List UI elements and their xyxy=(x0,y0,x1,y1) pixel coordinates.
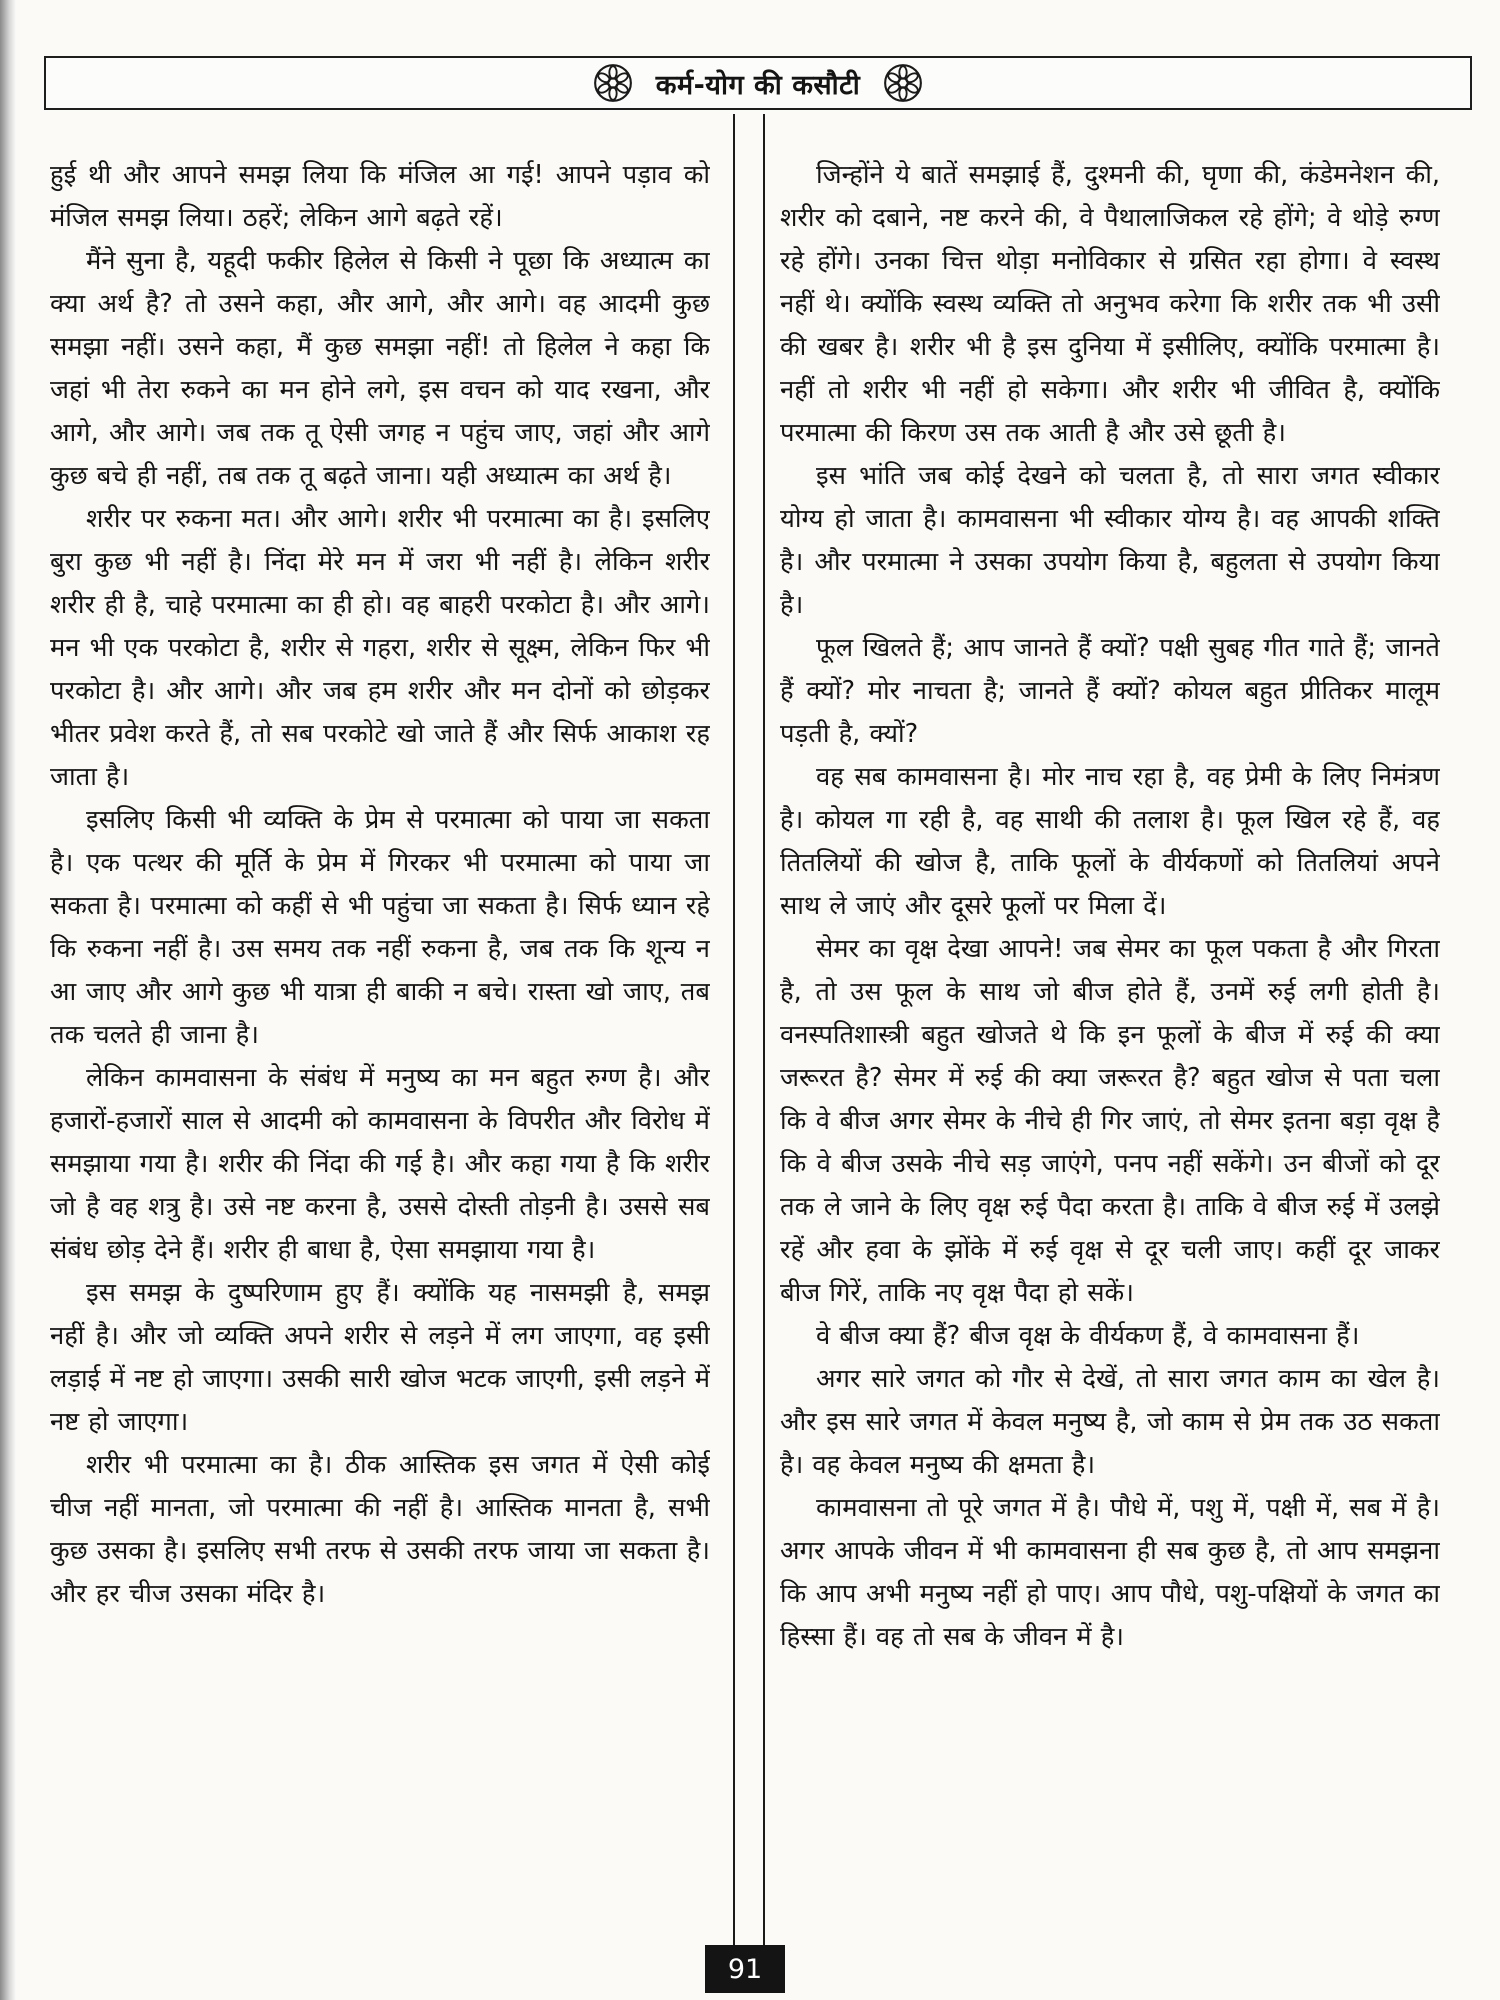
paragraph: फूल खिलते हैं; आप जानते हैं क्यों? पक्षी सुबह गीत गाते हैं; जानते हैं क्यों? मोर नाचता है; जानते हैं क्यों? कोयल बहुत प्रीतिकर मालूम पड़ती है, क्यों? xyxy=(780,633,1440,749)
page-number-label: 91 xyxy=(727,1953,763,1985)
paragraph: इस समझ के दुष्परिणाम हुए हैं। क्योंकि यह नासमझी है, समझ नहीं है। और जो व्यक्ति अपने शरीर से लड़ने में लग जाएगा, वह इसी लड़ाई में नष्ट हो जाएगा। उसकी सारी खोज भटक जाएगी, इसी लड़ने में नष्ट हो जाएगा। xyxy=(50,1278,710,1437)
paragraph: शरीर भी परमात्मा का है। ठीक आस्तिक इस जगत में ऐसी कोई चीज नहीं मानता, जो परमात्मा की नहीं है। आस्तिक मानता है, सभी कुछ उसका है। इसलिए सभी तरफ से उसकी तरफ जाया जा सकता है। और हर चीज उसका मंदिर है। xyxy=(50,1450,710,1609)
paragraph: वे बीज क्या हैं? बीज वृक्ष के वीर्यकण हैं, वे कामवासना हैं। xyxy=(816,1321,1360,1351)
flower-ornament-icon xyxy=(882,62,924,104)
right-column xyxy=(780,154,1440,1874)
paragraph: सेमर का वृक्ष देखा आपने! जब सेमर का फूल पकता है और गिरता है, तो उस फूल के साथ जो बीज होते हैं, उनमें रुई लगी होती है। वनस्पतिशास्त्री बहुत खोजते थे कि इन फूलों के बीज में रुई की क्या जरूरत है? सेमर में रुई की क्या जरूरत है? बहुत खोज से पता चला कि वे बीज अगर सेमर के नीचे ही गिर जाएं, तो सेमर इतना बड़ा वृक्ष है कि वे बीज उसके नीचे सड़ जाएंगे, पनप नहीं सकेंगे। उन बीजों को दूर तक ले जाने के लिए वृक्ष रुई पैदा करता है। ताकि वे बीज रुई में उलझे रहें और हवा के झोंके में रुई वृक्ष से दूर चली जाए। कहीं दूर जाकर बीज गिरें, ताकि नए वृक्ष पैदा हो सकें। xyxy=(780,934,1440,1308)
paragraph: लेकिन कामवासना के संबंध में मनुष्य का मन बहुत रुग्ण है। और हजारों-हजारों साल से आदमी को कामवासना के विपरीत और विरोध में समझाया गया है। शरीर की निंदा की गई है। और कहा गया है कि शरीर जो है वह शत्रु है। उसे नष्ट करना है, उससे दोस्ती तोड़नी है। उससे सब संबंध छोड़ देने हैं। शरीर ही बाधा है, ऐसा समझाया गया है। xyxy=(50,1063,710,1265)
book-spine-shadow xyxy=(0,0,16,2000)
paragraph: शरीर पर रुकना मत। और आगे। शरीर भी परमात्मा का है। इसलिए बुरा कुछ भी नहीं है। निंदा मेरे मन में जरा भी नहीं है। लेकिन शरीर शरीर ही है, चाहे परमात्मा का ही हो। वह बाहरी परकोटा है। और आगे। मन भी एक परकोटा है, शरीर से गहरा, शरीर से सूक्ष्म, लेकिन फिर भी परकोटा है। और आगे। और जब हम शरीर और मन दोनों को छोड़कर भीतर प्रवेश करते हैं, तो सब परकोटे खो जाते हैं और सिर्फ आकाश रह जाता है। xyxy=(50,504,710,792)
flower-ornament-icon xyxy=(592,62,634,104)
paragraph: जिन्होंने ये बातें समझाई हैं, दुश्मनी की, घृणा की, कंडेमनेशन की, शरीर को दबाने, नष्ट करने की, वे पैथालाजिकल रहे होंगे; वे थोड़े रुग्ण रहे होंगे। उनका चित्त थोड़ा मनोविकार से ग्रसित रहा होगा। वे स्वस्थ नहीं थे। क्योंकि स्वस्थ व्यक्ति तो अनुभव करेगा कि शरीर तक भी उसी की खबर है। शरीर भी है इस दुनिया में इसीलिए, क्योंकि परमात्मा है। नहीं तो शरीर भी नहीं हो सकेगा। और शरीर भी जीवित है, क्योंकि परमात्मा की किरण उस तक आती है और उसे छूती है। xyxy=(780,160,1440,448)
column-divider-right xyxy=(763,114,765,1964)
paragraph: इसलिए किसी भी व्यक्ति के प्रेम से परमात्मा को पाया जा सकता है। एक पत्थर की मूर्ति के प्रेम में गिरकर भी परमात्मा को पाया जा सकता है। परमात्मा को कहीं से भी पहुंचा जा सकता है। सिर्फ ध्यान रहे कि रुकना नहीं है। उस समय तक नहीं रुकना है, जब तक कि शून्य न आ जाए और आगे कुछ भी यात्रा ही बाकी न बचे। रास्ता खो जाए, तब तक चलते ही जाना है। xyxy=(50,805,710,1050)
paragraph: वह सब कामवासना है। मोर नाच रहा है, वह प्रेमी के लिए निमंत्रण है। कोयल गा रही है, वह साथी की तलाश है। फूल खिल रहे हैं, वह तितलियों की खोज है, ताकि फूलों के वीर्यकणों को तितलियां अपने साथ ले जाएं और दूसरे फूलों पर मिला दें। xyxy=(780,762,1440,921)
left-column xyxy=(50,154,710,1874)
paragraph: हुई थी और आपने समझ लिया कि मंजिल आ गई! आपने पड़ाव को मंजिल समझ लिया। ठहरें; लेकिन आगे बढ़ते रहें। xyxy=(50,160,710,233)
paragraph: इस भांति जब कोई देखने को चलता है, तो सारा जगत स्वीकार योग्य हो जाता है। कामवासना भी स्वीकार योग्य है। वह आपकी शक्ति है। और परमात्मा ने उसका उपयोग किया है, बहुलता से उपयोग किया है। xyxy=(780,461,1440,620)
paragraph: मैंने सुना है, यहूदी फकीर हिलेल से किसी ने पूछा कि अध्यात्म का क्या अर्थ है? तो उसने कहा, और आगे, और आगे। वह आदमी कुछ समझा नहीं। उसने कहा, मैं कुछ समझा नहीं! तो हिलेल ने कहा कि जहां भी तेरा रुकने का मन होने लगे, इस वचन को याद रखना, और आगे, और आगे। जब तक तू ऐसी जगह न पहुंच जाए, जहां और आगे कुछ बचे ही नहीं, तब तक तू बढ़ते जाना। यही अध्यात्म का अर्थ है। xyxy=(50,246,710,491)
header-title: कर्म-योग की कसौटी xyxy=(655,69,861,101)
paragraph: कामवासना तो पूरे जगत में है। पौधे में, पशु में, पक्षी में, सब में है। अगर आपके जीवन में भी कामवासना ही सब कुछ है, तो आप समझना कि आप अभी मनुष्य नहीं हो पाए। आप पौधे, पशु-पक्षियों के जगत का हिस्सा हैं। वह तो सब के जीवन में है। xyxy=(780,1493,1440,1652)
paragraph: अगर सारे जगत को गौर से देखें, तो सारा जगत काम का खेल है। और इस सारे जगत में केवल मनुष्य है, जो काम से प्रेम तक उठ सकता है। वह केवल मनुष्य की क्षमता है। xyxy=(780,1364,1440,1480)
page-number xyxy=(705,1945,785,1993)
column-divider-left xyxy=(733,114,735,1964)
running-header xyxy=(44,56,1472,110)
